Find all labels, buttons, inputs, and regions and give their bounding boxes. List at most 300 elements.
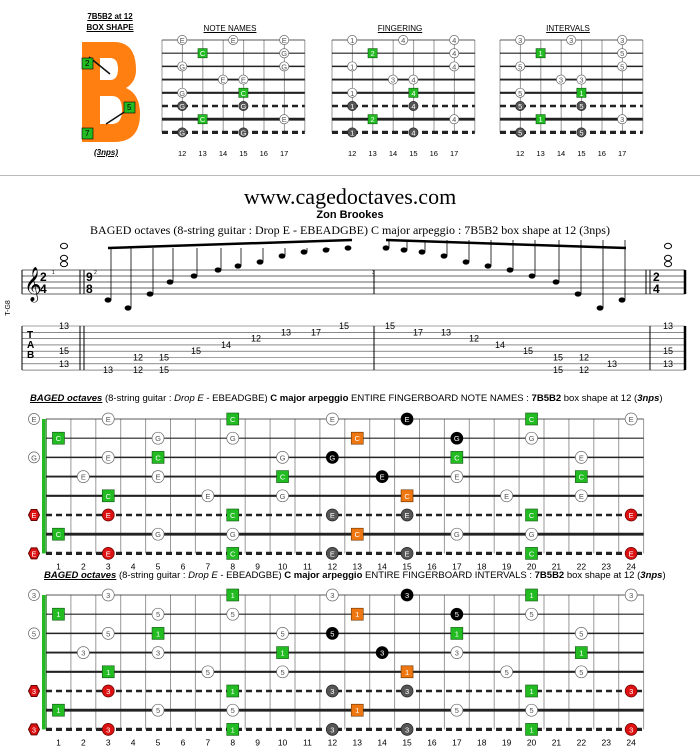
note-label: 1 [350, 36, 355, 45]
note-label: E [105, 511, 111, 520]
note-label: G [281, 49, 288, 59]
note-head [345, 245, 352, 250]
note-label: 3 [629, 725, 634, 735]
fret-number: 3 [105, 561, 111, 572]
fret-number: 14 [377, 737, 387, 747]
tab-letter: T [27, 330, 34, 341]
note-label: C [55, 434, 62, 444]
tab-number: 13 [662, 321, 674, 331]
note-label: C [199, 115, 206, 125]
fret-number: 22 [576, 737, 587, 747]
box-shape-panel [70, 12, 150, 162]
mini-fret-number: 12 [178, 149, 187, 158]
note-label: G [453, 434, 460, 444]
mini-fret-number: 14 [218, 149, 228, 158]
note-label: 5 [230, 706, 235, 716]
note-label: E [404, 511, 410, 520]
note-label: 1 [230, 591, 235, 600]
fret-number: 19 [501, 737, 512, 747]
note-label: 5 [579, 629, 584, 639]
note-label: C [55, 530, 62, 540]
note-head [529, 273, 536, 278]
fret-number: 7 [205, 561, 211, 572]
fingerboard1-caption: BAGED octaves (8-string guitar : Drop E - EBEADGBE) C major arpeggio ENTIRE FINGERBOARD NOTE NAMES : 7B5B2 box shape at 12 (3nps) [30, 393, 663, 404]
tab-number: 15 [158, 352, 170, 363]
note-label: 5 [579, 102, 584, 111]
box-shape-letter [70, 36, 150, 146]
note-head [235, 263, 242, 268]
note-label: 1 [404, 667, 410, 677]
fret-number: 18 [477, 561, 487, 572]
note-label: 5 [280, 629, 285, 639]
note-head [323, 247, 330, 252]
note-label: G [179, 102, 186, 111]
box-shape-subtitle: BOX SHAPE [86, 23, 134, 32]
note-label: 5 [529, 610, 534, 620]
note-label: 3 [558, 75, 564, 85]
note-label: 4 [411, 75, 416, 85]
mini-fret-number: 15 [577, 149, 586, 158]
note-label: 1 [529, 591, 534, 600]
treble-clef: 𝄞 [24, 268, 42, 301]
fret-number: 12 [327, 561, 338, 572]
measure-number: 2 [94, 270, 97, 276]
tab-number: 12 [132, 365, 144, 376]
note-label: C [528, 415, 535, 424]
note-label: 1 [280, 648, 285, 658]
note-label: C [105, 491, 111, 501]
fret-number: 4 [130, 737, 136, 747]
note-label: E [179, 36, 185, 45]
note-label: E [454, 472, 460, 482]
mini-fret-number: 15 [409, 149, 418, 158]
tab-number: 13 [58, 321, 70, 331]
fret-number: 5 [155, 737, 161, 747]
mini-fret-number: 15 [239, 149, 248, 158]
note-label: E [379, 472, 385, 482]
note-label: 5 [579, 667, 584, 677]
note-label: E [220, 75, 226, 85]
fret-number: 9 [255, 737, 261, 747]
note-head [105, 297, 112, 302]
note-label: 3 [404, 725, 410, 735]
fret-number: 20 [526, 561, 537, 572]
fret-number: 20 [526, 737, 537, 747]
note-label: C [578, 472, 585, 482]
mini-diagram-fingering [320, 32, 480, 162]
note-label: 5 [330, 629, 335, 639]
fret-number: 4 [130, 561, 136, 572]
fingerboard2-caption: BAGED octaves (8-string guitar : Drop E - EBEADGBE) C major arpeggio ENTIRE FINGERBOARD INTERVALS : 7B5B2 box shape at 12 (3nps) [44, 570, 666, 581]
note-label: 3 [31, 725, 37, 735]
mini-diagram-note-names [150, 32, 310, 162]
note-label: 3 [629, 591, 634, 600]
note-label: G [179, 88, 186, 98]
note-label: 3 [404, 591, 410, 600]
note-label: 3 [81, 648, 86, 658]
note-label: 3 [106, 591, 111, 600]
time-sig-top: 2 [40, 270, 47, 284]
note-label: E [329, 415, 335, 424]
note-label: E [329, 511, 335, 520]
time-sig-top: 9 [86, 270, 93, 284]
note-head [301, 249, 308, 254]
note-label: C [454, 453, 460, 463]
note-label: 5 [230, 610, 235, 620]
note-label: 4 [452, 36, 457, 45]
note-head [191, 273, 198, 278]
note-label: 3 [569, 36, 574, 45]
tab-number: 12 [578, 365, 590, 376]
tab-number: 13 [662, 358, 674, 369]
note-label: 1 [529, 725, 534, 735]
note-label: 3 [380, 648, 385, 658]
note-label: E [31, 511, 37, 520]
note-label: E [105, 453, 111, 463]
note-label: G [240, 102, 247, 111]
note-label: 5 [454, 706, 459, 716]
note-head [575, 291, 582, 296]
note-label: 5 [620, 62, 625, 72]
chord-note [665, 255, 672, 260]
score-side-label: T-G8 [5, 300, 12, 316]
note-label: 4 [452, 62, 457, 72]
tab-number: 17 [412, 327, 424, 338]
note-label: 1 [538, 49, 543, 59]
note-label: 3 [390, 75, 396, 85]
note-label: 4 [452, 49, 457, 59]
note-label: 3 [620, 115, 625, 125]
note-label: 2 [370, 49, 375, 59]
fret-number: 21 [551, 737, 562, 747]
note-head [279, 253, 286, 258]
fret-number: 13 [352, 561, 362, 572]
note-label: E [80, 472, 86, 482]
note-label: C [354, 530, 360, 540]
fret-number: 7 [205, 737, 211, 747]
tab-number: 15 [552, 352, 564, 363]
tab-number: 12 [578, 352, 590, 363]
mini-diagram-intervals [488, 32, 648, 162]
fret-number: 15 [402, 561, 412, 572]
note-label: 1 [56, 610, 61, 620]
note-label: E [404, 415, 410, 424]
note-head [167, 279, 174, 284]
caption2-baged: BAGED octaves [44, 570, 117, 581]
fret-number: 15 [402, 737, 412, 747]
time-sig-bottom: 4 [40, 282, 47, 296]
note-label: E [578, 491, 584, 501]
box-shape-title: 7B5B2 at 12 [87, 12, 133, 21]
note-label: 1 [454, 629, 459, 639]
note-label: E [31, 549, 37, 559]
tab-number: 15 [662, 346, 674, 357]
note-head [507, 267, 514, 272]
note-label: 5 [205, 667, 210, 677]
note-label: 1 [230, 725, 235, 735]
note-label: 5 [106, 629, 111, 639]
note-label: G [279, 453, 286, 463]
note-label: G [179, 62, 186, 72]
fret-number: 10 [277, 561, 288, 572]
time-sig-bottom: 8 [86, 282, 93, 296]
note-label: E [404, 549, 410, 559]
note-label: G [31, 453, 37, 463]
tab-number: 15 [522, 346, 534, 357]
fret-number: 12 [327, 737, 338, 747]
note-label: E [578, 453, 584, 463]
fret-number: 24 [626, 737, 636, 747]
fret-number: 22 [576, 561, 587, 572]
fret-number: 9 [255, 561, 261, 572]
note-label: C [240, 88, 247, 98]
note-label: 3 [330, 725, 335, 735]
nps-label: (3nps) [94, 148, 118, 157]
chord-note [61, 243, 68, 248]
beam [386, 240, 626, 248]
measure-number: 3 [372, 270, 375, 276]
note-label: E [205, 491, 211, 501]
note-label: 5 [518, 102, 523, 111]
note-label: 5 [620, 49, 625, 59]
fret-number: 18 [477, 737, 487, 747]
note-label: 1 [350, 102, 355, 111]
fret-number: 1 [56, 737, 61, 747]
fret-number: 21 [551, 561, 562, 572]
tab-number: 13 [58, 358, 70, 369]
note-label: E [628, 415, 634, 424]
fingerboard-intervals [0, 582, 700, 747]
note-label: E [329, 549, 335, 559]
note-label: 2 [370, 115, 375, 125]
note-label: 3 [31, 591, 37, 600]
note-label: 5 [155, 706, 161, 716]
mini-fret-number: 16 [259, 149, 268, 158]
note-label: G [155, 530, 161, 540]
fret-number: 17 [452, 561, 462, 572]
fret-number: 5 [155, 561, 161, 572]
tab-number: 17 [310, 327, 322, 338]
note-label: 5 [529, 706, 534, 716]
note-head [441, 253, 448, 258]
chord-note [61, 261, 68, 266]
finger-7-label: 7 [85, 129, 90, 138]
chord-note [665, 261, 672, 266]
note-label: C [199, 49, 206, 59]
note-label: C [155, 453, 161, 463]
note-head [383, 245, 390, 250]
finger-2-label: 2 [85, 59, 90, 68]
note-label: G [279, 491, 286, 501]
note-head [401, 247, 408, 252]
tab-number: 15 [158, 365, 170, 376]
fret-number: 19 [501, 561, 512, 572]
note-label: 4 [411, 128, 416, 138]
finger-5-label: 5 [127, 103, 132, 112]
note-head [147, 291, 154, 296]
tab-number: 14 [220, 339, 232, 350]
fret-number: 23 [601, 737, 611, 747]
fret-number: 17 [452, 737, 462, 747]
note-label: C [528, 549, 535, 559]
note-head [553, 279, 560, 284]
tab-number: 13 [440, 327, 452, 338]
caption1-baged: BAGED octaves [30, 393, 103, 404]
note-label: 1 [355, 706, 360, 716]
note-label: 3 [330, 591, 335, 600]
note-label: G [229, 530, 236, 540]
tab-number: 13 [606, 358, 618, 369]
chord-note [61, 255, 68, 260]
fret-number: 11 [303, 561, 312, 572]
mini-fret-number: 17 [618, 149, 627, 158]
note-label: C [230, 511, 236, 520]
note-label: 3 [629, 687, 634, 696]
mini-fret-number: 13 [368, 149, 377, 158]
mini-header-intervals: INTERVALS [546, 24, 590, 33]
note-label: 1 [529, 687, 534, 696]
tab-number: 12 [250, 333, 262, 344]
note-label: 4 [452, 115, 457, 125]
note-head [485, 263, 492, 268]
mini-fret-number: 13 [536, 149, 545, 158]
note-label: 1 [155, 629, 161, 639]
fret-number: 6 [180, 561, 186, 572]
note-label: 4 [411, 88, 416, 98]
section-divider [0, 175, 700, 176]
mini-header-note-names: NOTE NAMES [203, 24, 257, 33]
note-label: 5 [518, 128, 523, 138]
note-label: 3 [106, 725, 111, 735]
note-label: E [155, 472, 161, 482]
note-label: E [504, 491, 510, 501]
note-label: 3 [454, 648, 459, 658]
fret-number: 6 [180, 737, 186, 747]
measure-number: 1 [52, 270, 55, 276]
note-label: 5 [155, 610, 161, 620]
note-label: 3 [106, 687, 111, 696]
note-label: C [404, 491, 410, 501]
note-head [215, 267, 222, 272]
note-label: E [240, 75, 246, 85]
note-label: 4 [401, 36, 406, 45]
tab-number: 15 [384, 321, 396, 331]
note-label: E [628, 549, 634, 559]
fret-number: 2 [80, 737, 86, 747]
note-label: G [240, 128, 247, 138]
mini-fret-number: 13 [198, 149, 207, 158]
note-head [597, 305, 604, 310]
tab-letter: B [27, 350, 35, 361]
note-label: C [230, 415, 236, 424]
note-label: E [281, 36, 287, 45]
note-label: C [528, 511, 535, 520]
note-label: 3 [404, 687, 410, 696]
note-label: C [230, 549, 236, 559]
note-label: E [105, 415, 111, 424]
note-label: 1 [350, 88, 355, 98]
note-head [125, 305, 132, 310]
note-label: E [230, 36, 236, 45]
fret-number: 3 [105, 737, 111, 747]
note-label: 1 [230, 687, 235, 696]
note-label: E [281, 115, 287, 125]
note-label: 1 [355, 610, 360, 620]
fret-number: 24 [626, 561, 636, 572]
tab-number: 15 [338, 321, 350, 331]
tab-number: 15 [58, 346, 70, 357]
note-label: 3 [155, 648, 161, 658]
note-label: 3 [330, 687, 335, 696]
fret-number: 23 [601, 561, 611, 572]
fret-number: 10 [277, 737, 288, 747]
note-head [257, 259, 264, 264]
tab-number: 12 [468, 333, 480, 344]
site-title: www.cagedoctaves.com [243, 184, 457, 209]
note-label: 3 [579, 75, 584, 85]
note-label: 5 [31, 629, 37, 639]
note-label: 5 [504, 667, 509, 677]
mini-fret-number: 16 [597, 149, 606, 158]
note-head [619, 297, 626, 302]
note-label: 5 [579, 128, 584, 138]
note-label: 4 [411, 102, 416, 111]
note-label: 3 [31, 687, 37, 696]
mini-fret-number: 16 [429, 149, 438, 158]
fingerboard-note-names [0, 406, 700, 576]
note-label: E [105, 549, 111, 559]
fret-number: 11 [303, 737, 312, 747]
note-label: 3 [518, 36, 523, 45]
page-subtitle: BAGED octaves (8-string guitar : Drop E - EBEADGBE) C major arpeggio : 7B5B2 box shape at 12 (3nps) [90, 223, 610, 237]
note-label: 1 [350, 62, 355, 72]
note-label: 5 [518, 62, 523, 72]
fret-number: 1 [56, 561, 61, 572]
note-label: 1 [106, 667, 111, 677]
chord-note [665, 243, 672, 248]
time-sig-bottom: 4 [653, 282, 660, 296]
note-label: C [279, 472, 286, 482]
note-label: 5 [280, 667, 285, 677]
fret-number: 14 [377, 561, 387, 572]
mini-fret-number: 14 [556, 149, 566, 158]
fret-number: 2 [80, 561, 86, 572]
mini-fret-number: 12 [348, 149, 357, 158]
beam [108, 240, 352, 248]
note-label: E [628, 511, 634, 520]
mini-header-fingering: FINGERING [377, 24, 423, 33]
note-label: 5 [518, 88, 523, 98]
note-head [419, 249, 426, 254]
mini-fret-number: 17 [280, 149, 289, 158]
note-label: 1 [538, 115, 543, 125]
note-label: C [354, 434, 360, 444]
note-label: 5 [454, 610, 459, 620]
note-label: 1 [350, 128, 355, 138]
note-label: G [179, 128, 186, 138]
note-label: 1 [56, 706, 61, 716]
note-label: G [229, 434, 236, 444]
note-label: G [155, 434, 161, 444]
mini-fret-number: 17 [450, 149, 459, 158]
tab-number: 12 [132, 352, 144, 363]
note-label: 1 [579, 648, 584, 658]
fret-number: 16 [427, 737, 437, 747]
note-label: G [453, 530, 460, 540]
note-label: G [528, 434, 535, 444]
fret-number: 8 [230, 737, 236, 747]
tab-number: 13 [102, 365, 114, 376]
